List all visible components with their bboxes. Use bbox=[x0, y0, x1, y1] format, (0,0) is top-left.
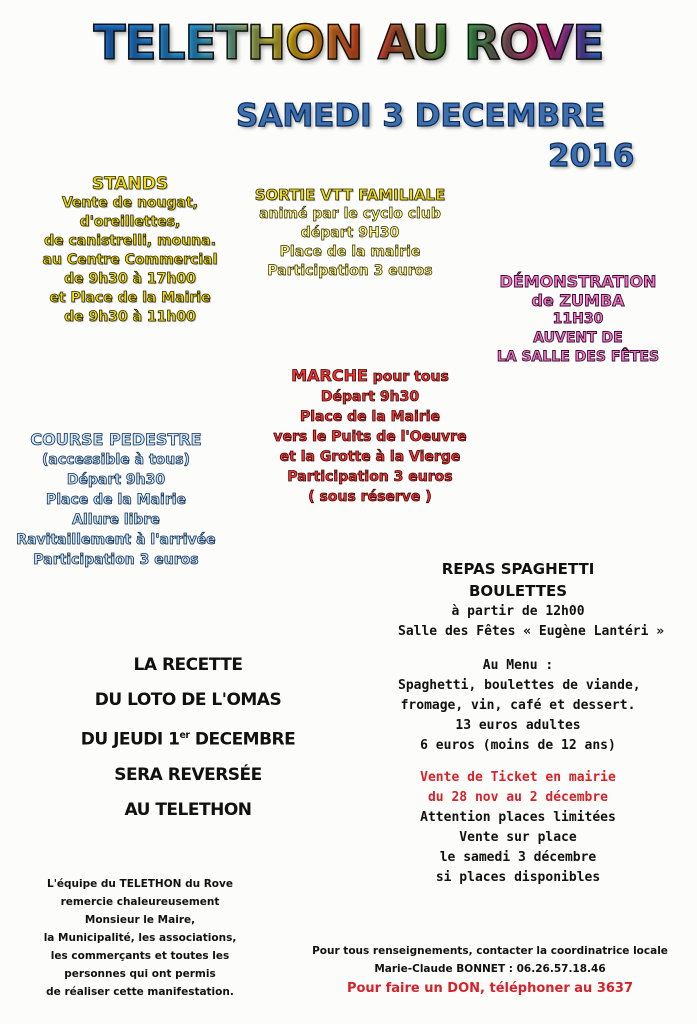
recette-line: LA RECETTE bbox=[133, 655, 243, 675]
recette-sup: er bbox=[179, 730, 190, 741]
info-line: Vente sur place bbox=[459, 830, 577, 845]
course-line: Place de la Mairie bbox=[45, 492, 187, 508]
marche-line: ( sous réserve ) bbox=[308, 489, 432, 505]
course-line: Départ 9h30 bbox=[66, 472, 166, 488]
zumba-subtitle: de ZUMBA bbox=[531, 291, 625, 310]
stands-title: STANDS bbox=[91, 174, 169, 194]
recette-line: SERA REVERSÉE bbox=[114, 764, 262, 785]
menu-line: Spaghetti, boulettes de viande, bbox=[398, 678, 641, 693]
contact-section bbox=[300, 942, 680, 1000]
zumba-title: DÉMONSTRATION bbox=[499, 272, 657, 291]
repas-section bbox=[398, 558, 665, 888]
recette-line: DU JEUDI 1 bbox=[80, 729, 180, 750]
repas-line: à partir de 12h00 bbox=[451, 604, 585, 619]
course-line: Allure libre bbox=[72, 512, 160, 528]
event-year: 2016 bbox=[548, 138, 635, 174]
course-title: COURSE PEDESTRE bbox=[30, 430, 202, 449]
menu-line: 6 euros (moins de 12 ans) bbox=[420, 738, 616, 753]
vtt-line: Place de la mairie bbox=[279, 244, 421, 260]
recette-section bbox=[78, 648, 298, 828]
stands-line: au Centre Commercial bbox=[42, 252, 218, 268]
stands-line: de 9h30 à 17h00 bbox=[64, 271, 196, 287]
ticket-line: Vente de Ticket en mairie bbox=[420, 770, 616, 785]
stands-line: Vente de nougat, bbox=[61, 195, 198, 211]
marche-line: et la Grotte à la Vierge bbox=[279, 449, 461, 465]
zumba-line: 11H30 bbox=[552, 311, 604, 327]
stands-line: de canistrelli, mouna. bbox=[44, 233, 216, 249]
ticket-line: du 28 nov au 2 décembre bbox=[427, 790, 608, 805]
zumba-line: LA SALLE DES FÊTES bbox=[496, 349, 660, 365]
marche-line: Départ 9h30 bbox=[320, 389, 420, 405]
vtt-title: SORTIE VTT FAMILIALE bbox=[254, 186, 446, 204]
contact-phone: Marie-Claude BONNET : 06.26.57.18.46 bbox=[374, 963, 606, 975]
recette-line: DECEMBRE bbox=[189, 729, 296, 750]
stands-line: et Place de la Mairie bbox=[49, 290, 211, 306]
menu-title: Au Menu : bbox=[482, 658, 554, 673]
menu-line: 13 euros adultes bbox=[455, 718, 581, 733]
thanks-line: personnes qui ont permis bbox=[64, 968, 216, 980]
info-line: Attention places limitées bbox=[420, 810, 616, 825]
event-date: SAMEDI 3 DECEMBRE bbox=[236, 98, 606, 134]
poster-title: TELETHON AU ROVE bbox=[93, 16, 604, 71]
repas-line: Salle des Fêtes « Eugène Lantéri » bbox=[398, 624, 665, 639]
marche-line: Place de la Mairie bbox=[299, 409, 441, 425]
recette-line: AU TELETHON bbox=[124, 799, 252, 820]
zumba-section bbox=[493, 272, 663, 367]
marche-title-suffix: pour tous bbox=[367, 369, 449, 385]
marche-title: MARCHE bbox=[291, 366, 368, 385]
vtt-line: départ 9H30 bbox=[300, 225, 400, 241]
course-section bbox=[16, 430, 216, 570]
marche-line: vers le Puits de l'Oeuvre bbox=[273, 429, 467, 445]
thanks-line: L'équipe du TELETHON du Rove bbox=[47, 878, 233, 890]
stands-section bbox=[40, 175, 220, 327]
thanks-line: de réaliser cette manifestation. bbox=[46, 986, 234, 998]
course-line: (accessible à tous) bbox=[42, 452, 190, 468]
thanks-line: remercie chaleureusement bbox=[60, 896, 220, 908]
vtt-section bbox=[235, 186, 465, 281]
stands-line: d'oreillettes, bbox=[79, 214, 181, 230]
vtt-line: Participation 3 euros bbox=[267, 263, 433, 279]
zumba-line: AUVENT DE bbox=[533, 330, 623, 346]
stands-line: de 9h30 à 11h00 bbox=[64, 309, 196, 325]
course-line: Participation 3 euros bbox=[33, 552, 199, 568]
course-line: Ravitaillement à l'arrivée bbox=[16, 532, 216, 548]
repas-title-2: BOULETTES bbox=[468, 582, 568, 600]
marche-line: Participation 3 euros bbox=[287, 469, 453, 485]
don-line: Pour faire un DON, téléphoner au 3637 bbox=[346, 981, 634, 996]
thanks-line: les commerçants et toutes les bbox=[50, 950, 230, 962]
vtt-line: animé par le cyclo club bbox=[259, 206, 441, 222]
marche-section bbox=[260, 366, 480, 507]
thanks-line: la Municipalité, les associations, bbox=[43, 932, 237, 944]
thanks-line: Monsieur le Maire, bbox=[84, 914, 196, 926]
recette-line: DU LOTO DE L'OMAS bbox=[94, 690, 282, 710]
menu-line: fromage, vin, café et dessert. bbox=[400, 698, 636, 713]
contact-line: Pour tous renseignements, contacter la coordinatrice locale bbox=[312, 945, 668, 957]
info-line: le samedi 3 décembre bbox=[439, 850, 597, 865]
info-line: si places disponibles bbox=[435, 870, 601, 885]
repas-title: REPAS SPAGHETTI bbox=[441, 560, 595, 578]
thanks-section bbox=[22, 875, 258, 1001]
